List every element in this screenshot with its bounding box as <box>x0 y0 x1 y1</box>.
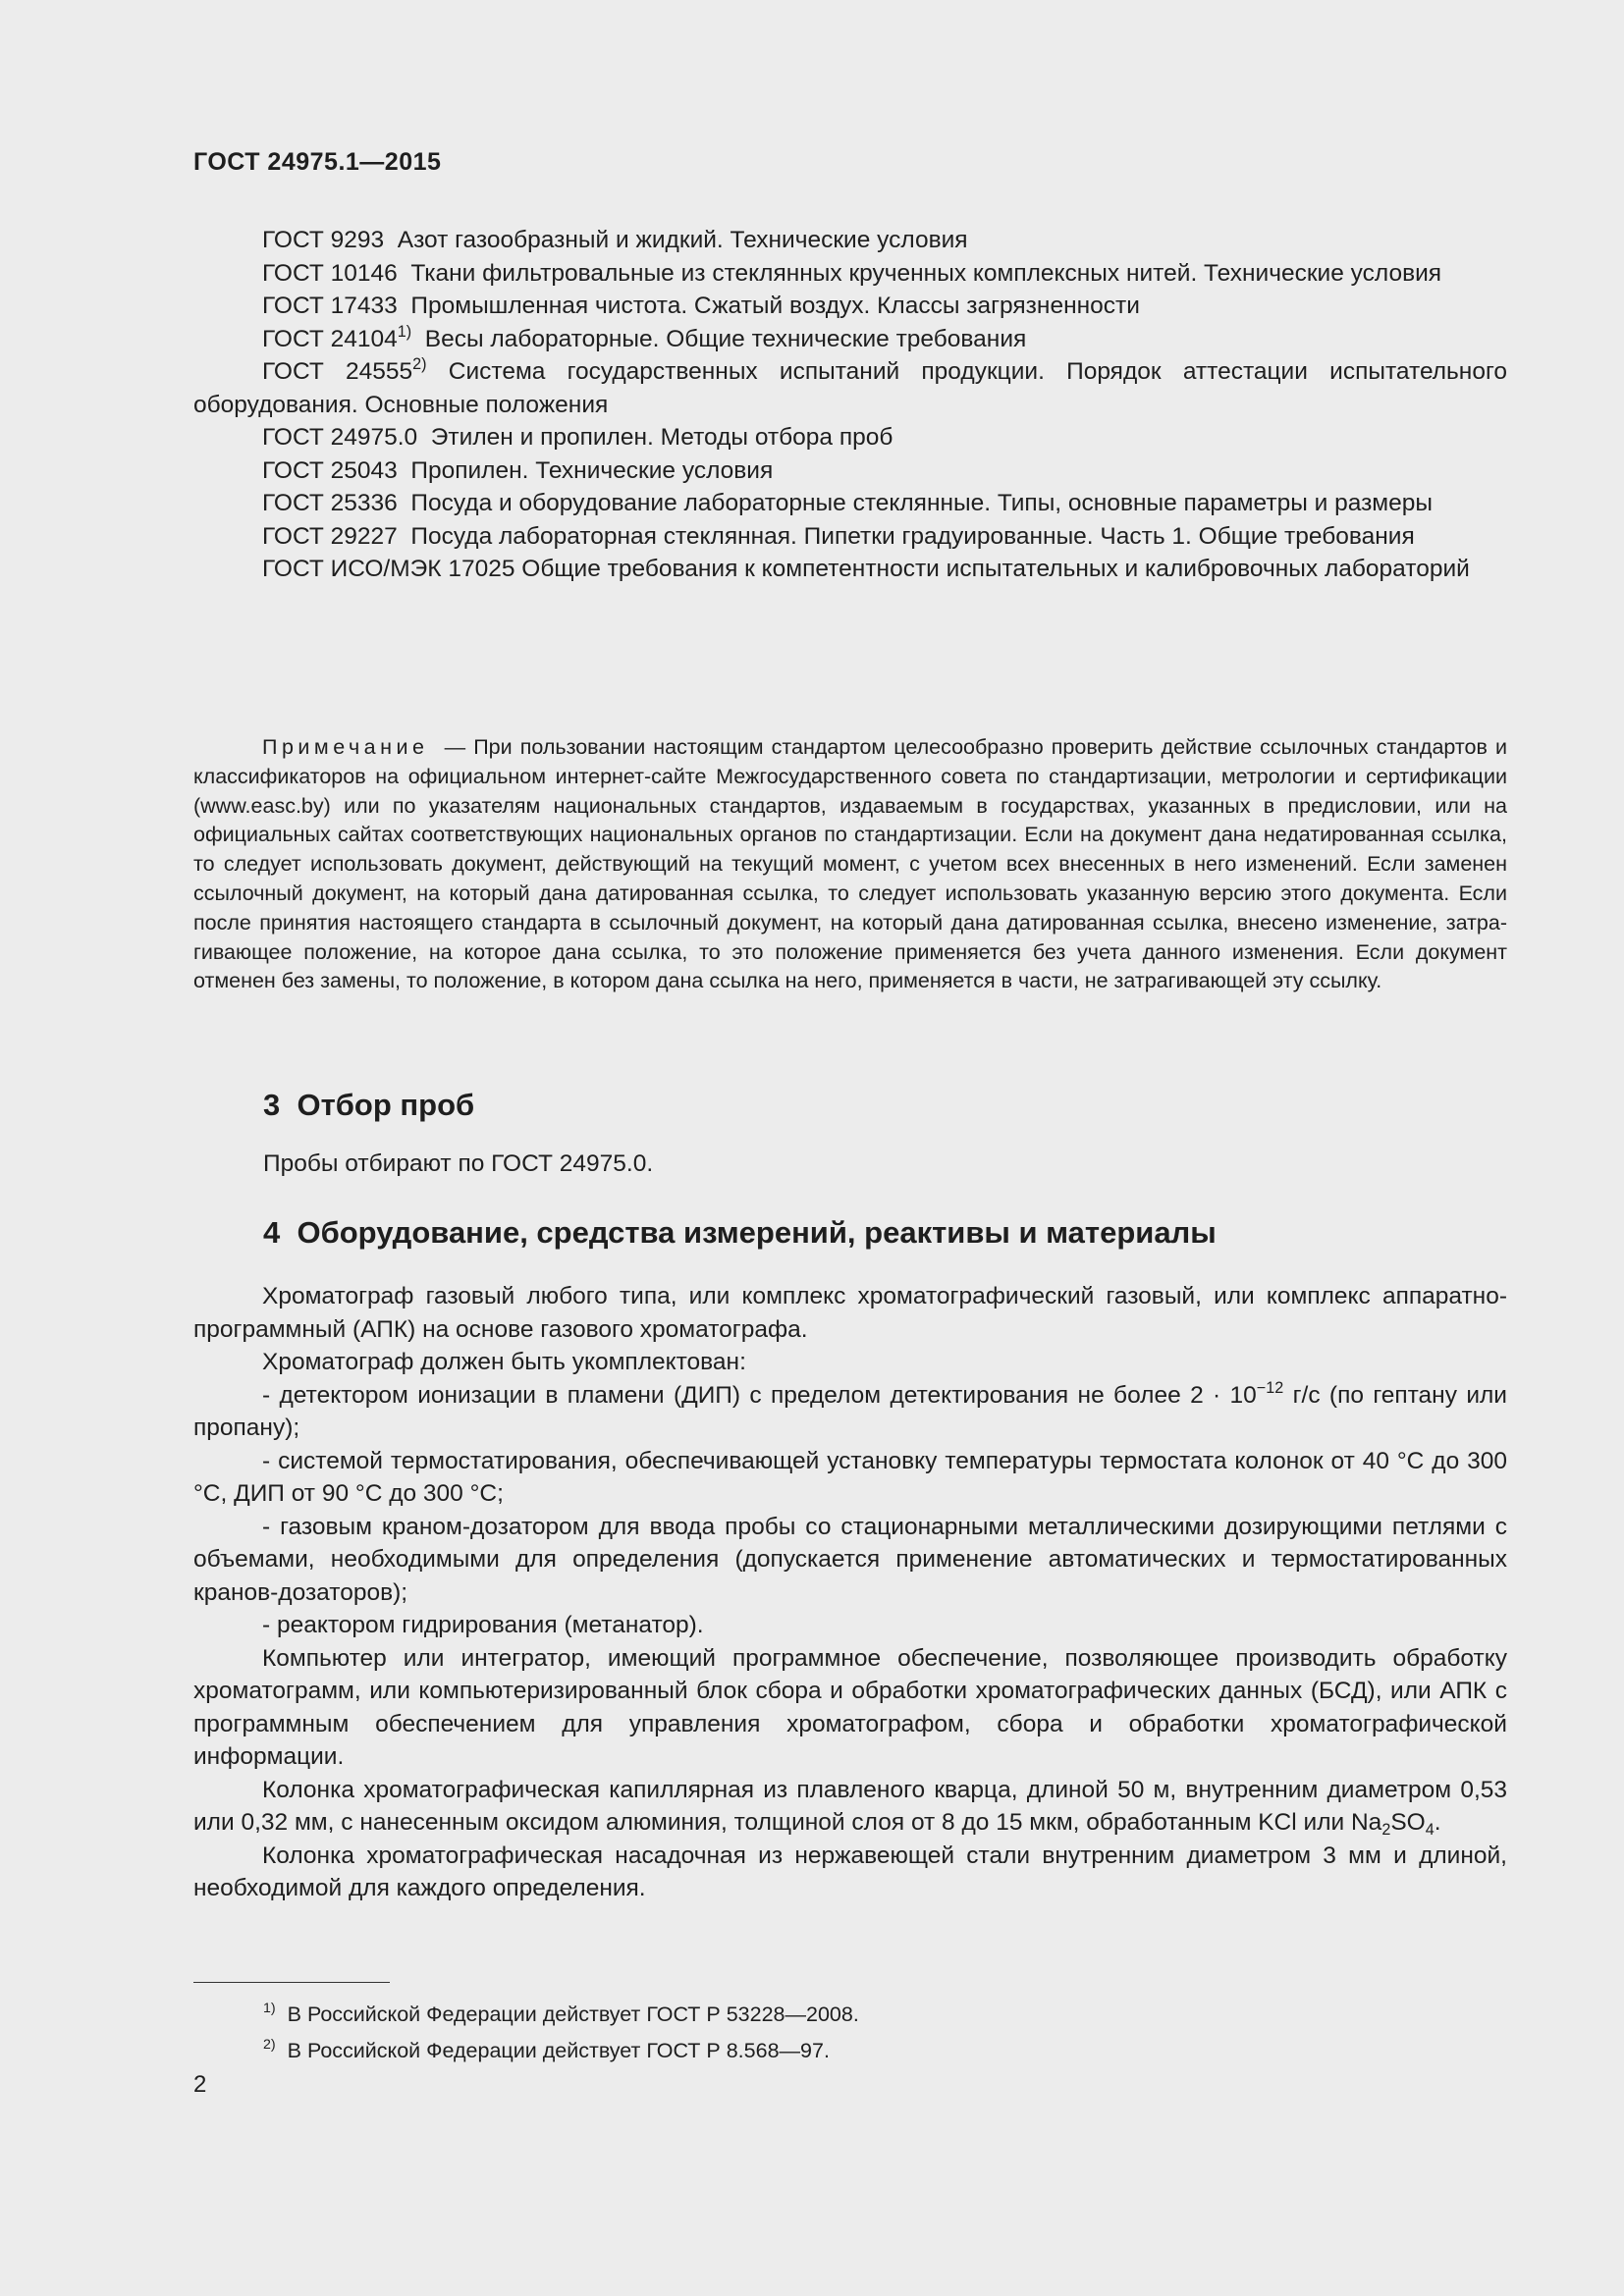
footnote: $^{1)}$ В Российской Федерации действует ГОСТ Р 53228—2008. <box>263 2001 859 2026</box>
reference-item: ГОСТ 17433 Промышленная чистота. Сжатый воздух. Классы загрязненности <box>262 293 1140 319</box>
footnote-ref: 2) <box>412 354 427 373</box>
list-item: - системой термостатирования, обеспечивающей установку температуры термостата колонок от 40 °С до 300 °С, ДИП от 90 °С до 300 °С; <box>193 1447 1507 1507</box>
reference-item: ГОСТ 24975.0 Этилен и пропилен. Методы отбора проб <box>262 424 893 451</box>
note-label: Примечание <box>262 735 429 759</box>
reference-item: ГОСТ 24555$^{2)}$ Система государственных испытаний продукции. Порядок аттестации испытательного оборудования. Основные положения <box>193 354 1507 418</box>
paragraph: Компьютер или интегратор, имеющий программное обеспечение, позволяющее производить обработку хроматограмм, или компьютеризированный блок сбора и обработки хроматографических данных (БСД), или АПК с программным обеспечением для управления хроматографом, сбора и обработки хроматографической информации. <box>193 1644 1507 1770</box>
reference-item: ГОСТ 9293 Азот газообразный и жидкий. Технические условия <box>262 227 968 253</box>
list-item: - детектором ионизации в пламени (ДИП) с пределом детектирования не более $2 \cdot 10^{-12}$ г/с (по гептану или пропану); <box>193 1378 1507 1441</box>
reference-item: ГОСТ 24104$^{1)}$ Весы лабораторные. Общие технические требования <box>262 322 1027 352</box>
paragraph: Хроматограф газовый любого типа, или комплекс хроматографический газовый, или комплекс аппаратно-программный (АПК) на основе газового хроматографа. <box>193 1283 1507 1343</box>
list-item: - реактором гидрирования (метанатор). <box>262 1612 704 1638</box>
note-paragraph <box>193 733 1507 996</box>
section-3-text: Пробы отбирают по ГОСТ 24975.0. <box>263 1150 654 1177</box>
reference-item: ГОСТ 10146 Ткани фильтровальные из стеклянных крученных комплексных нитей. Технические условия <box>262 259 1442 287</box>
reference-item: ГОСТ ИСО/МЭК 17025 Общие требования к компетентности испытательных и калибровочных лабораторий <box>262 556 1470 582</box>
footnotes <box>263 1997 859 2069</box>
reference-item: ГОСТ 25336 Посуда и оборудование лабораторные стеклянные. Типы, основные параметры и размеры <box>262 490 1434 516</box>
page-number: 2 <box>193 2071 207 2098</box>
section-3-heading: 3 Отбор проб <box>263 1088 475 1122</box>
footnote-divider <box>193 1982 390 1983</box>
paragraph: Колонка хроматографическая капиллярная из плавленого кварца, длиной 50 м, внутренним диаметром 0,53 или 0,32 мм, с нанесенным оксидом алюминия, толщиной слоя от 8 до 15 мкм, обработанным KCl или $Na_2SO_4$. <box>193 1776 1507 1839</box>
note-text: — При пользовании настоящим стандартом целесообразно проверить действие ссылочных стандартов и классификаторов на официальном интернет-сайте Межгосударственного совета по стандартизации, метрологии и сертификации (www.easc.by) или по указателям национальных стандартов, издаваемым в государствах, указанных в предисловии, или на официальных сайтах соответствующих национальных органов по стандартизации. Если на документ дана недатированная ссылка, то следует использовать документ, действующий на текущий момент, с учетом всех внесенных в него изменений. Если заменен ссылочный документ, на который дана датированная ссылка, то следует использовать указанную версию этого документа. Если после принятия настоящего стандарта в ссылочный документ, на который дана датированная ссылка, внесено изменение, затрагивающее положение, на которое дана ссылка, то это положение применяется без учета данного изменения. Если документ отменен без замены, то положение, в котором дана ссылка на него, применяется в части, не затрагивающей эту ссылку. <box>193 735 1507 993</box>
list-item: - газовым краном-дозатором для ввода пробы со стационарными металлическими дозирующими петлями с объемами, необходимыми для определения (допускается применение автоматических и термостатированных кранов-дозаторов); <box>193 1513 1507 1606</box>
document-header: ГОСТ 24975.1—2015 <box>193 148 442 176</box>
footnote-ref: 1) <box>397 322 412 341</box>
section-4-body <box>193 1280 1507 1905</box>
paragraph: Колонка хроматографическая насадочная из нержавеющей стали внутренним диаметром 3 мм и длиной, необходимой для каждого определения. <box>193 1842 1507 1901</box>
normative-references <box>193 224 1507 586</box>
section-4-heading: 4 Оборудование, средства измерений, реактивы и материалы <box>263 1215 1217 1250</box>
paragraph: Хроматограф должен быть укомплектован: <box>262 1349 746 1375</box>
reference-item: ГОСТ 25043 Пропилен. Технические условия <box>262 456 774 484</box>
footnote: $^{2)}$ В Российской Федерации действует ГОСТ Р 8.568—97. <box>263 2037 830 2062</box>
reference-item: ГОСТ 29227 Посуда лабораторная стеклянная. Пипетки градуированные. Часть 1. Общие требования <box>262 522 1415 550</box>
